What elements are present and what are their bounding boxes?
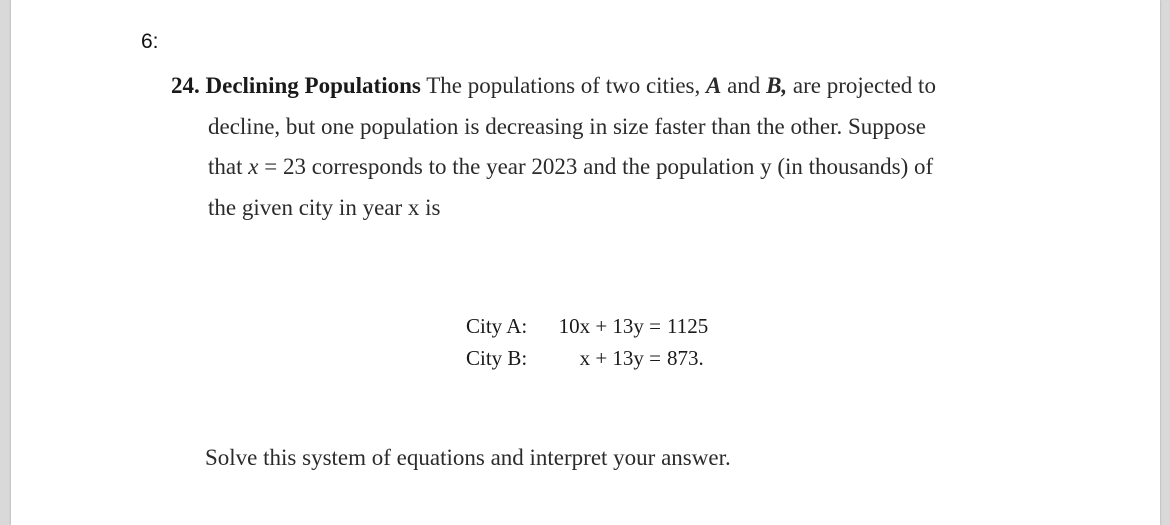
equation-rhs: 1125	[667, 314, 709, 338]
equation-label: City B:	[466, 346, 528, 370]
problem-line-2: decline, but one population is decreasing in size faster than the other. Suppose	[208, 113, 926, 139]
problem-line-3	[171, 147, 1001, 188]
document-page	[11, 0, 1160, 525]
problem-title: Declining Populations	[205, 73, 421, 98]
equation-lhs: x + 13y =	[579, 346, 661, 370]
equation-label: City A:	[466, 314, 528, 338]
problem-text-and: and	[727, 73, 761, 98]
question-number: 6:	[141, 30, 159, 53]
variable-x: x	[248, 154, 259, 179]
equation-row-city-a	[466, 310, 708, 342]
problem-text-3b: = 23 corresponds to the year 2023 and the population y (in thousands) of	[264, 154, 934, 179]
instruction-text: Solve this system of equations and interpret your answer.	[205, 445, 731, 470]
equation-lhs: 10x + 13y =	[558, 314, 661, 338]
problem-statement	[171, 66, 1001, 228]
problem-text-3a: that	[208, 154, 243, 179]
problem-text-1b: are projected to	[792, 73, 936, 98]
problem-number: 24.	[171, 73, 200, 98]
problem-text-1a: The populations of two cities,	[426, 73, 701, 98]
equation-rhs: 873.	[667, 346, 704, 370]
problem-line-1	[171, 66, 1001, 107]
equation-system	[466, 310, 708, 374]
problem-line-4: the given city in year x is	[208, 194, 441, 220]
equation-row-city-b	[466, 342, 708, 374]
city-b-letter: B,	[766, 73, 788, 98]
city-a-letter: A	[706, 73, 722, 98]
